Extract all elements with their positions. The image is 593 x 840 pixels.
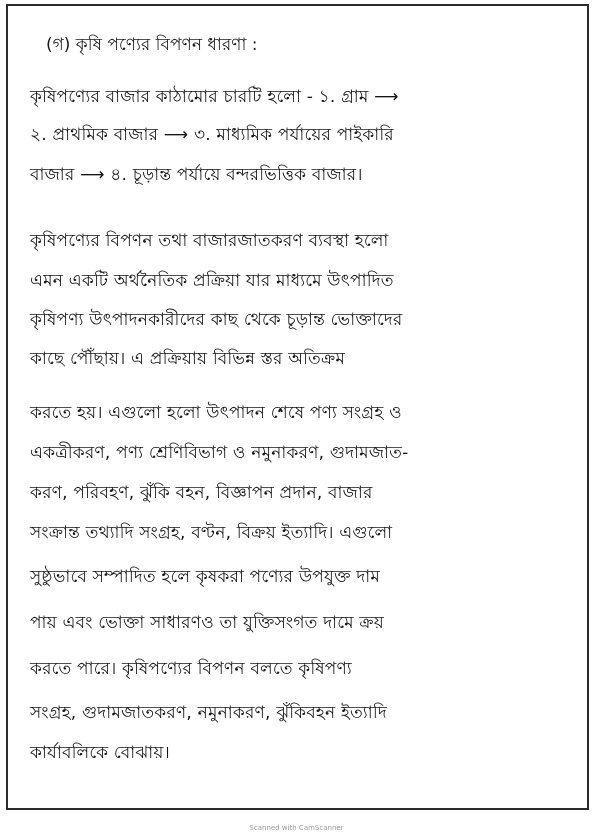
text-line: কৃষিপণ্যের বিপণন তথা বাজারজাতকরণ ব্যবস্থা হলো <box>30 231 389 251</box>
text-line: করতে হয়। এগুলো হলো উৎপাদন শেষে পণ্য সংগ্রহ ও <box>30 403 402 423</box>
text-line: করতে পারে। কৃষিপণ্যের বিপণন বলতে কৃষিপণ্য <box>30 659 352 679</box>
text-line: বাজার ⟶ ৪. চূড়ান্ত পর্যায়ে বন্দরভিত্তিক বাজার। <box>30 165 363 185</box>
text-line: সংক্রান্ত তথ্যাদি সংগ্রহ, বণ্টন, বিক্রয় ইত্যাদি। এগুলো <box>30 523 393 543</box>
text-line: এমন একটি অর্থনৈতিক প্রক্রিয়া যার মাধ্যমে উৎপাদিত <box>30 271 394 291</box>
text-line: কার্যাবলিকে বোঝায়। <box>30 743 170 763</box>
text-line: ২. প্রাথমিক বাজার ⟶ ৩. মাধ্যমিক পর্যায়ের পাইকারি <box>30 125 394 145</box>
section-heading: (গ) কৃষি পণ্যের বিপণন ধারণা : <box>46 35 258 55</box>
text-line: সুষ্ঠুভাবে সম্পাদিত হলে কৃষকরা পণ্যের উপযুক্ত দাম <box>30 567 381 587</box>
text-line: কাছে পৌঁছায়। এ প্রক্রিয়ায় বিভিন্ন স্তর অতিক্রম <box>30 349 345 369</box>
text-line: সংগ্রহ, গুদামজাতকরণ, নমুনাকরণ, ঝুঁকিবহন ইত্যাদি <box>30 703 387 723</box>
text-line: পায় এবং ভোক্তা সাধারণও তা যুক্তিসংগত দামে ক্রয় <box>30 613 384 633</box>
text-line: একত্রীকরণ, পণ্য শ্রেণিবিভাগ ও নমুনাকরণ, গুদামজাত- <box>30 443 409 463</box>
text-line: কৃষিপণ্য উৎপাদনকারীদের কাছ থেকে চূড়ান্ত ভোক্তাদের <box>30 310 403 330</box>
scanner-watermark: Scanned with CamScanner <box>249 824 344 832</box>
text-line: কৃষিপণ্যের বাজার কাঠামোর চারটি হলো - ১. গ্রাম ⟶ <box>30 87 399 107</box>
text-line: করণ, পরিবহণ, ঝুঁকি বহন, বিজ্ঞাপন প্রদান, বাজার <box>30 483 373 503</box>
